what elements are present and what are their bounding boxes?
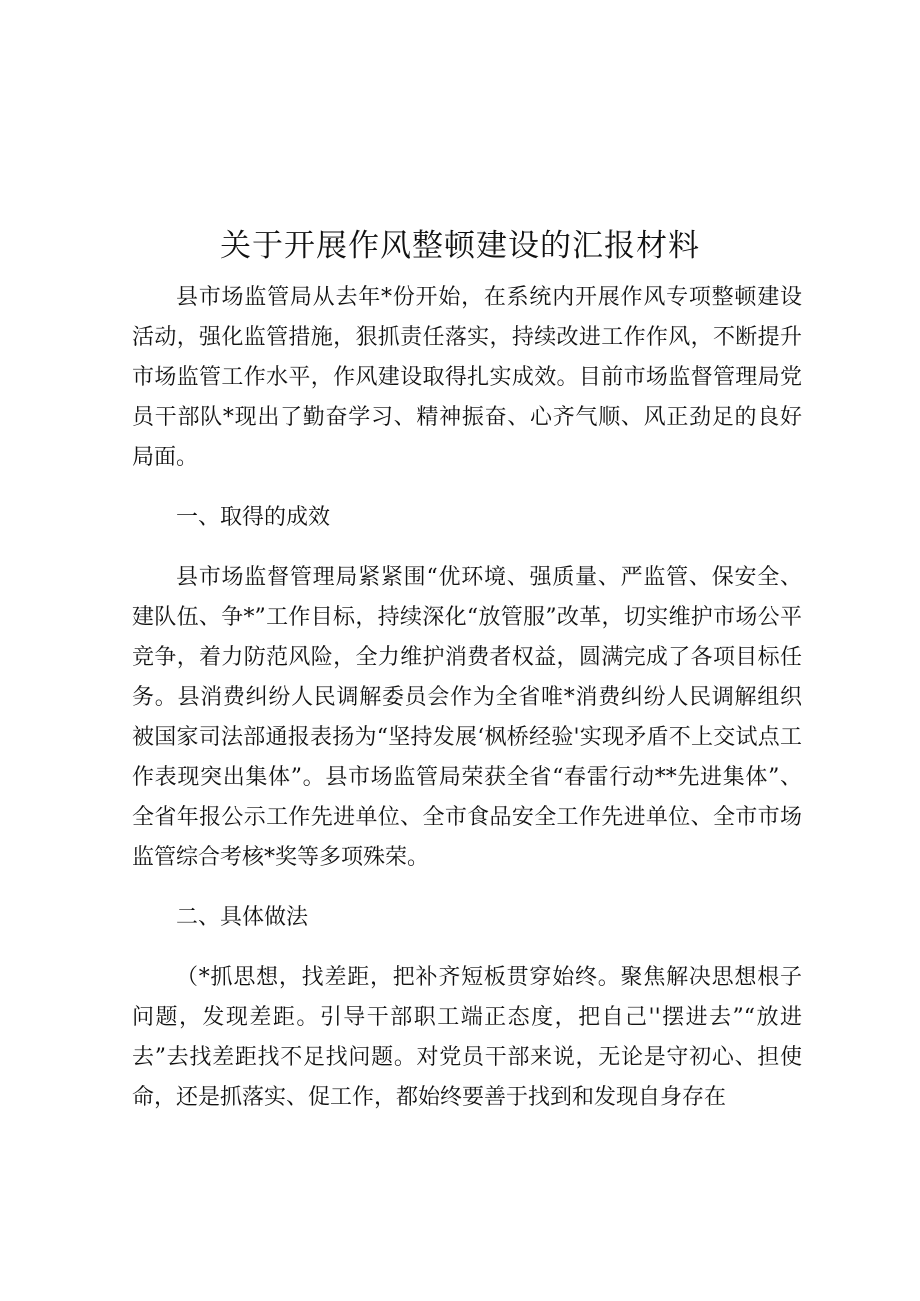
section-heading-practices: 二、具体做法 bbox=[176, 905, 309, 930]
section-heading-achievements: 一、取得的成效 bbox=[176, 505, 331, 530]
intro-paragraph: 县市场监管局从去年*份开始，在系统内开展作风专项整顿建设活动，强化监管措施，狠抓责任落实，持续改进工作作风，不断提升市场监管工作水平，作风建设取得扎实成效。目前市场监督管理局党员干部队*现出了勤奋学习、精神振奋、心齐气顺、风正劲足的良好局面。 bbox=[132, 285, 802, 470]
paragraph-gap bbox=[132, 538, 802, 558]
paragraph-gap bbox=[132, 478, 802, 498]
practices-paragraph: （*抓思想，找差距，把补齐短板贯穿始终。聚焦解决思想根子问题，发现差距。引导干部职工端正态度，把自己''摆进去”“放进去”去找差距找不足找问题。对党员干部来说，无论是守初心、担使命，还是抓落实、促工作，都始终要善于找到和发现自身存在 bbox=[132, 965, 802, 1110]
paragraph-gap bbox=[132, 878, 802, 898]
document-body bbox=[132, 278, 802, 1118]
achievements-paragraph: 县市场监督管理局紧紧围“优环境、强质量、严监管、保安全、建队伍、争*”工作目标，持续深化“放管服”改革，切实维护市场公平竞争，着力防范风险，全力维护消费者权益，圆满完成了各项目标任务。县消费纠纷人民调解委员会作为全省唯*消费纠纷人民调解组织被国家司法部通报表扬为“坚持发展‘枫桥经验'实现矛盾不上交试点工作表现突出集体”。县市场监管局荣获全省“春雷行动**先进集体”、全省年报公示工作先进单位、全市食品安全工作先进单位、全市市场监管综合考核*奖等多项殊荣。 bbox=[132, 565, 802, 870]
paragraph-gap bbox=[132, 938, 802, 958]
document-title: 关于开展作风整顿建设的汇报材料 bbox=[220, 228, 700, 264]
